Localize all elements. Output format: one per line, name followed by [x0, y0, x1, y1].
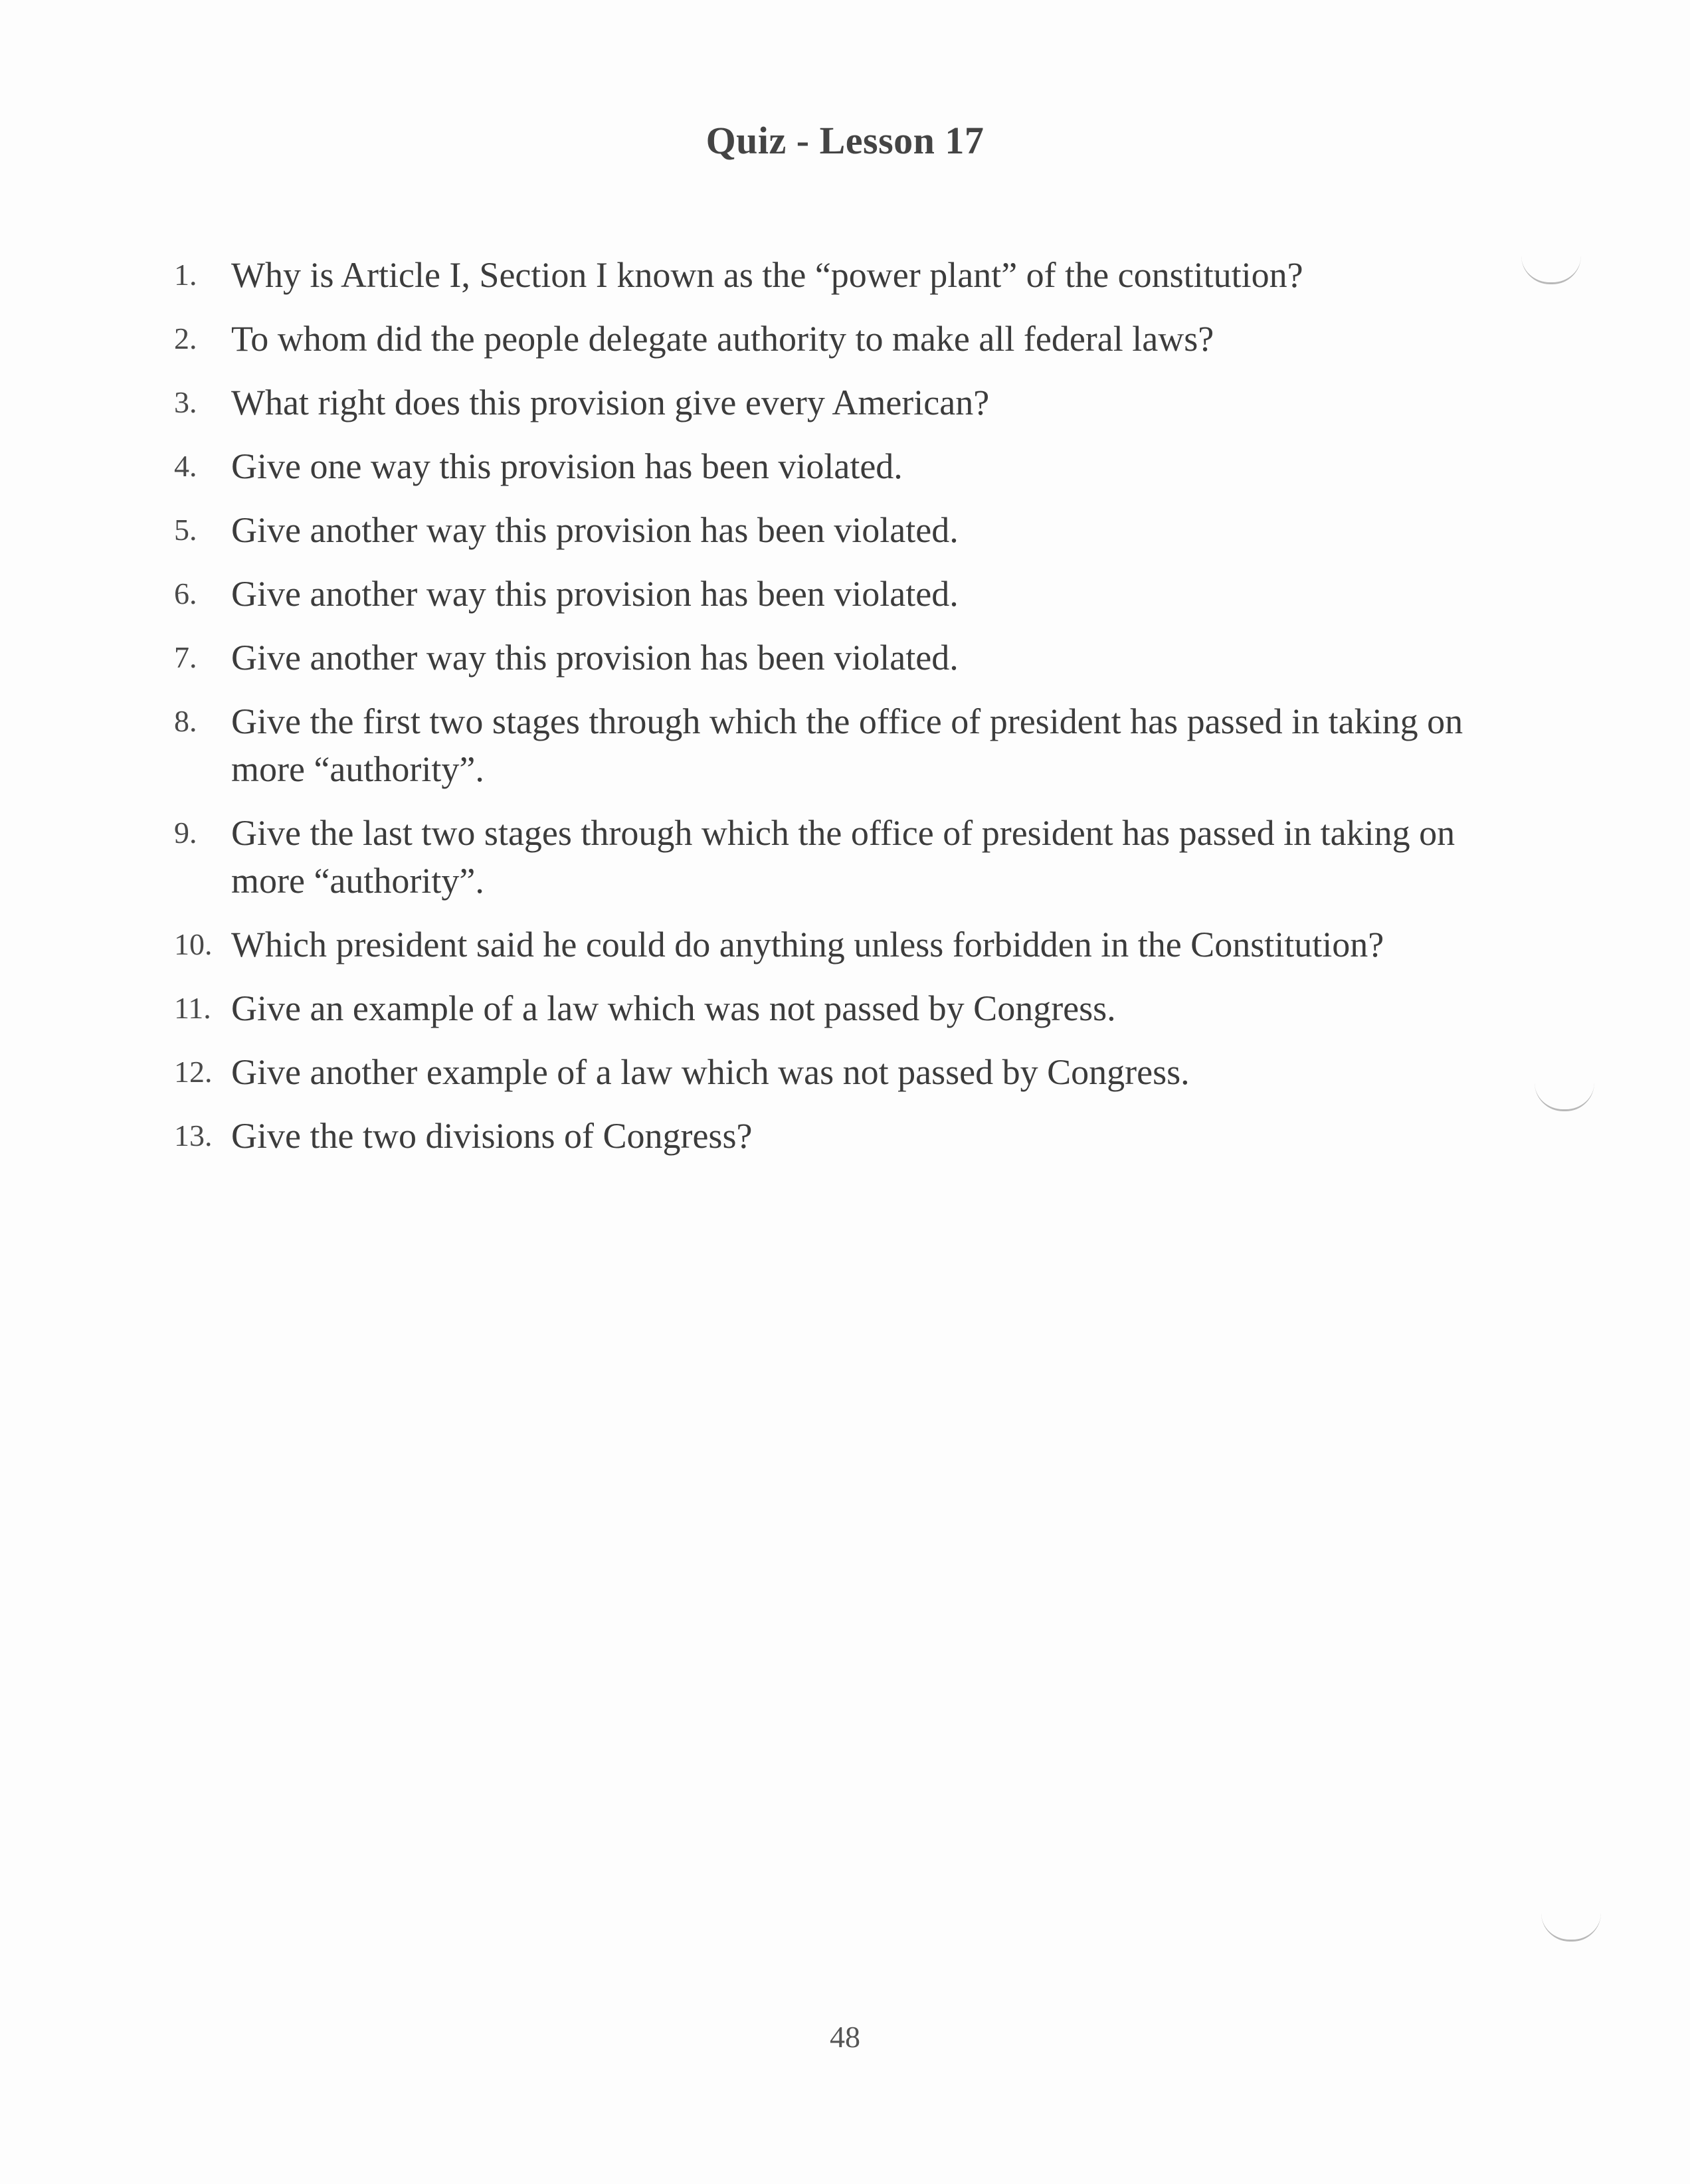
binder-hole-mark	[1535, 1083, 1594, 1111]
question-text: To whom did the people delegate authority to make all federal laws?	[231, 319, 1214, 359]
question-item	[174, 506, 1503, 554]
question-item	[174, 634, 1503, 682]
question-text: Give another way this provision has been violated.	[231, 638, 959, 678]
question-text: Give the first two stages through which the office of president has passed in taking on more “authority”.	[231, 701, 1463, 789]
question-item	[174, 809, 1503, 905]
question-number: 4.	[174, 449, 197, 483]
binder-hole-mark	[1521, 256, 1581, 284]
question-item	[174, 1048, 1503, 1096]
question-item	[174, 697, 1503, 793]
question-number: 12.	[174, 1055, 213, 1089]
question-item	[174, 379, 1503, 426]
question-text: Give one way this provision has been violated.	[231, 446, 903, 486]
question-number: 11.	[174, 991, 211, 1025]
question-number: 3.	[174, 385, 197, 419]
question-item	[174, 1112, 1503, 1160]
question-text: Give another way this provision has been violated.	[231, 574, 959, 614]
binder-hole-mark	[1541, 1913, 1601, 1942]
question-list	[174, 251, 1503, 1176]
question-number: 2.	[174, 321, 197, 355]
page-title: Quiz - Lesson 17	[705, 119, 985, 162]
question-text: What right does this provision give every American?	[231, 383, 990, 422]
question-text: Give another example of a law which was not passed by Congress.	[231, 1052, 1190, 1092]
question-number: 8.	[174, 704, 197, 738]
question-item	[174, 921, 1503, 968]
question-number: 10.	[174, 927, 213, 961]
question-number: 13.	[174, 1119, 213, 1152]
question-number: 6.	[174, 577, 197, 610]
question-number: 5.	[174, 513, 197, 547]
question-number: 7.	[174, 640, 197, 674]
question-item	[174, 442, 1503, 490]
question-number: 1.	[174, 258, 197, 292]
question-text: Which president said he could do anything unless forbidden in the Constitution?	[231, 925, 1384, 964]
question-item	[174, 251, 1503, 299]
question-text: Give the two divisions of Congress?	[231, 1116, 753, 1156]
question-text: Give an example of a law which was not passed by Congress.	[231, 988, 1116, 1028]
question-text: Give the last two stages through which the office of president has passed in taking on more “authority”.	[231, 813, 1455, 901]
page-number: 48	[830, 2020, 860, 2054]
question-text: Why is Article I, Section I known as the “power plant” of the constitution?	[231, 255, 1303, 295]
question-item	[174, 984, 1503, 1032]
question-item	[174, 315, 1503, 363]
question-number: 9.	[174, 816, 197, 850]
question-item	[174, 570, 1503, 618]
question-text: Give another way this provision has been violated.	[231, 510, 959, 550]
